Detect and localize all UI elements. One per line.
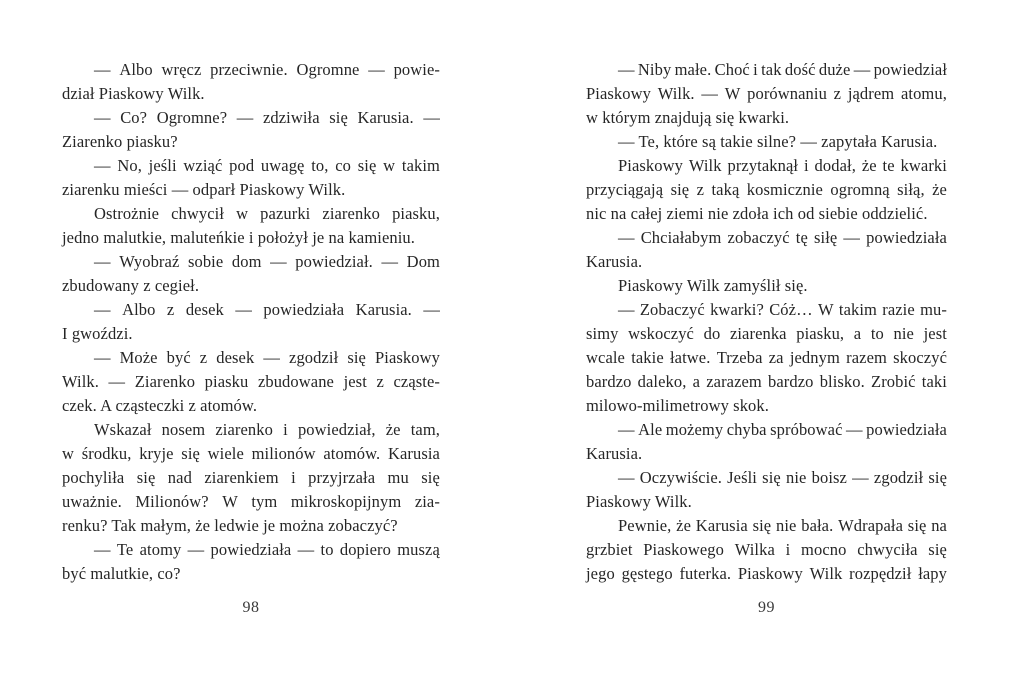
- word: —: [423, 300, 440, 319]
- text-line: Karusia.: [586, 444, 643, 463]
- word: Piaskowy: [737, 564, 803, 583]
- word: ziarenko: [322, 204, 381, 223]
- text-line: dział Piaskowy Wilk.: [62, 84, 205, 103]
- left-page-text: [62, 58, 440, 586]
- word: razem: [846, 348, 887, 367]
- word: piasku: [204, 372, 249, 391]
- word: się: [752, 516, 772, 535]
- text-line: [62, 370, 440, 394]
- word: i: [753, 60, 758, 79]
- word: przytaknął: [727, 156, 799, 175]
- word: duże: [818, 60, 851, 79]
- word: Karusia.: [355, 300, 412, 319]
- text-line: [62, 346, 440, 370]
- word: —: [701, 84, 718, 103]
- word: piasku,: [392, 204, 440, 223]
- word: —: [381, 252, 399, 271]
- word: bała.: [801, 516, 834, 535]
- word: nie: [893, 324, 914, 343]
- word: Wyobraź: [119, 252, 180, 271]
- word: Wskazał: [94, 420, 152, 439]
- word: się: [928, 540, 947, 559]
- word: muszą: [397, 540, 440, 559]
- word: że: [932, 180, 947, 199]
- word: —: [297, 540, 315, 559]
- word: te: [882, 156, 895, 175]
- word: z: [199, 348, 208, 367]
- word: Ziarenko: [134, 372, 196, 391]
- text-line: [586, 514, 947, 538]
- word: się: [670, 180, 690, 199]
- text-line: [62, 154, 440, 178]
- word: ziarenko: [215, 420, 273, 439]
- word: Wdrapała: [838, 516, 904, 535]
- word: kwarki: [900, 156, 947, 175]
- word: Ostrożnie: [94, 204, 160, 223]
- text-line: [62, 58, 440, 82]
- text-line: nic na całej ziemi nie zdoła ich od siebie oddzielić.: [586, 204, 928, 223]
- word: zia-: [414, 492, 440, 511]
- text-line: [586, 466, 947, 490]
- word: się: [928, 468, 947, 487]
- word: Chciałabym: [640, 228, 722, 247]
- word: Zobaczyć: [639, 300, 705, 319]
- word: Może: [119, 348, 158, 367]
- word: z: [696, 180, 705, 199]
- text-line: [62, 202, 440, 226]
- left-page: [62, 58, 440, 617]
- word: i: [283, 420, 288, 439]
- word: tam,: [410, 420, 440, 439]
- text-line: [586, 154, 947, 178]
- word: Jeśli: [727, 468, 757, 487]
- word: ogromną: [830, 180, 890, 199]
- word: i: [803, 156, 809, 175]
- word: —: [263, 348, 280, 367]
- word: powiedział,: [297, 420, 376, 439]
- word: wiele: [207, 444, 244, 463]
- word: łapy: [918, 564, 947, 583]
- word: ziarenkiem: [204, 468, 279, 487]
- word: a: [853, 324, 862, 343]
- word: Choć: [714, 60, 750, 79]
- word: za: [768, 348, 784, 367]
- text-line: [586, 322, 947, 346]
- word: dopiero: [339, 540, 391, 559]
- word: jeśli: [148, 156, 177, 175]
- word: Piaskowy: [586, 84, 651, 103]
- word: blisko.: [819, 372, 865, 391]
- word: —: [94, 156, 111, 175]
- word: pazurki: [260, 204, 311, 223]
- word: siłą,: [897, 180, 925, 199]
- text-line: [586, 346, 947, 370]
- word: —: [853, 60, 871, 79]
- word: się: [907, 516, 927, 535]
- word: zarazem: [706, 372, 762, 391]
- word: W: [724, 84, 741, 103]
- word: simy: [586, 324, 619, 343]
- word: atomy: [139, 540, 182, 559]
- word: środku,: [81, 444, 132, 463]
- text-line: jedno malutkie, maluteńkie i położył je na kamieniu.: [62, 228, 415, 247]
- word: atomu,: [900, 84, 947, 103]
- word: takim: [401, 156, 440, 175]
- text-line: [586, 58, 947, 82]
- word: Pewnie,: [618, 516, 672, 535]
- word: —: [270, 252, 287, 271]
- word: W: [817, 300, 834, 319]
- word: jest: [923, 324, 947, 343]
- word: uwagę: [260, 156, 305, 175]
- text-line: [586, 562, 947, 586]
- word: gęstego: [621, 564, 673, 583]
- word: piasku,: [796, 324, 845, 343]
- word: —: [852, 468, 869, 487]
- word: się: [347, 348, 366, 367]
- word: się: [357, 156, 377, 175]
- text-line: [62, 106, 440, 130]
- word: cząste-: [393, 372, 440, 391]
- word: —: [846, 420, 863, 439]
- word: No,: [117, 156, 142, 175]
- word: że: [385, 420, 401, 439]
- word: Wilk: [809, 564, 843, 583]
- word: wręcz: [161, 60, 202, 79]
- text-line: w którym znajdują się kwarki.: [586, 108, 790, 127]
- word: i: [291, 468, 296, 487]
- word: tę: [795, 228, 808, 247]
- word: takim: [838, 300, 877, 319]
- word: wcale: [586, 348, 625, 367]
- word: atomów.: [323, 444, 381, 463]
- word: boisz: [811, 468, 847, 487]
- word: jądrem: [847, 84, 895, 103]
- text-line: — Te, które są takie silne? — zapytała Karusia.: [618, 132, 938, 151]
- word: w: [383, 156, 396, 175]
- word: z: [166, 300, 175, 319]
- word: kryje: [139, 444, 174, 463]
- word: Niby: [637, 60, 672, 79]
- word: Ale: [638, 420, 663, 439]
- word: Zrobić: [871, 372, 916, 391]
- word: Te: [116, 540, 134, 559]
- word: Cóż…: [769, 300, 813, 319]
- word: Oczywiście.: [639, 468, 722, 487]
- word: —: [108, 372, 126, 391]
- word: —: [618, 420, 635, 439]
- word: zbudowane: [257, 372, 334, 391]
- word: takie: [631, 348, 664, 367]
- word: siłę: [814, 228, 838, 247]
- word: mu-: [920, 300, 947, 319]
- word: ziarenka: [729, 324, 787, 343]
- word: możemy: [665, 420, 724, 439]
- word: wziąć: [183, 156, 223, 175]
- word: tak: [761, 60, 782, 79]
- word: bardzo: [768, 372, 814, 391]
- word: uważnie.: [62, 492, 122, 511]
- word: do: [703, 324, 721, 343]
- word: w: [236, 204, 249, 223]
- text-line: [62, 418, 440, 442]
- text-line: [586, 538, 947, 562]
- word: Co?: [120, 108, 148, 127]
- word: jest: [343, 372, 367, 391]
- word: —: [236, 108, 254, 127]
- word: powiedział: [873, 60, 947, 79]
- word: w: [62, 444, 75, 463]
- word: —: [618, 300, 635, 319]
- word: —: [423, 108, 440, 127]
- word: razie: [882, 300, 915, 319]
- word: to: [320, 540, 334, 559]
- word: pod: [229, 156, 255, 175]
- text-line: [586, 298, 947, 322]
- text-line: Karusia.: [586, 252, 643, 271]
- word: tym: [251, 492, 278, 511]
- word: Trzeba: [716, 348, 763, 367]
- text-line: [586, 82, 947, 106]
- text-line: [62, 538, 440, 562]
- text-line: I gwoździ.: [62, 324, 133, 343]
- word: przyjrzała: [308, 468, 376, 487]
- word: przyciągają: [586, 180, 664, 199]
- text-line: [62, 442, 440, 466]
- text-line: [62, 490, 440, 514]
- word: dodał,: [814, 156, 856, 175]
- text-line: [586, 226, 947, 250]
- text-line: być malutkie, co?: [62, 564, 181, 583]
- word: nie: [785, 468, 807, 487]
- word: mocno: [801, 540, 847, 559]
- word: zgodził: [873, 468, 924, 487]
- word: z: [833, 84, 842, 103]
- word: spróbować: [770, 420, 843, 439]
- text-line: [586, 370, 947, 394]
- word: na: [931, 516, 947, 535]
- word: taką: [711, 180, 740, 199]
- word: jego: [586, 564, 615, 583]
- word: się: [421, 468, 440, 487]
- word: i: [785, 540, 791, 559]
- word: to,: [311, 156, 329, 175]
- word: skoczyć: [893, 348, 947, 367]
- word: powiedziała: [866, 228, 947, 247]
- word: się: [329, 108, 348, 127]
- word: nie: [775, 516, 797, 535]
- word: a: [692, 372, 701, 391]
- word: milionów: [251, 444, 316, 463]
- word: chwyciła: [857, 540, 918, 559]
- word: bardzo: [586, 372, 632, 391]
- word: powie-: [393, 60, 440, 79]
- word: pochyliła: [62, 468, 125, 487]
- word: daleko,: [637, 372, 687, 391]
- word: —: [618, 228, 635, 247]
- word: desek: [216, 348, 255, 367]
- word: porównaniu: [747, 84, 827, 103]
- text-line: [62, 250, 440, 274]
- word: sobie: [187, 252, 224, 271]
- text-line: ziarenku mieści — odparł Piaskowy Wilk.: [62, 180, 346, 199]
- word: —: [94, 60, 111, 79]
- text-line: milowo-milimetrowy skok.: [586, 396, 769, 415]
- word: Wilk.: [657, 84, 695, 103]
- word: małe.: [674, 60, 712, 79]
- word: —: [618, 60, 635, 79]
- word: dom: [231, 252, 262, 271]
- word: Piaskowy: [618, 156, 683, 175]
- text-line: zbudowany z cegieł.: [62, 276, 200, 295]
- right-page: [586, 58, 947, 617]
- word: Ogromne?: [156, 108, 228, 127]
- text-line: renku? Tak małym, że ledwie je można zobaczyć?: [62, 516, 398, 535]
- word: nosem: [161, 420, 206, 439]
- right-page-text: [586, 58, 947, 586]
- word: Ogromne: [296, 60, 360, 79]
- word: kwarki?: [710, 300, 764, 319]
- word: że: [676, 516, 692, 535]
- text-line: czek. A cząsteczki z atomów.: [62, 396, 258, 415]
- word: powiedziała: [866, 420, 947, 439]
- word: —: [618, 468, 635, 487]
- word: —: [94, 252, 111, 271]
- word: Albo: [119, 60, 153, 79]
- word: kosmicznie: [746, 180, 823, 199]
- text-line: [586, 178, 947, 202]
- word: zgodził: [289, 348, 339, 367]
- text-line: Ziarenko piasku?: [62, 132, 178, 151]
- word: się: [181, 444, 200, 463]
- word: —: [94, 540, 111, 559]
- word: Karusia.: [357, 108, 414, 127]
- word: powiedziała: [263, 300, 345, 319]
- word: Karusia: [387, 444, 440, 463]
- word: —: [187, 540, 205, 559]
- word: być: [166, 348, 191, 367]
- word: nad: [167, 468, 192, 487]
- word: przeciwnie.: [210, 60, 288, 79]
- text-line: [586, 418, 947, 442]
- word: dość: [784, 60, 816, 79]
- word: —: [94, 108, 111, 127]
- word: chwycił: [171, 204, 225, 223]
- word: się: [762, 468, 781, 487]
- word: powiedział.: [295, 252, 373, 271]
- word: Albo: [122, 300, 156, 319]
- word: zobaczyć: [727, 228, 790, 247]
- word: łatwe.: [670, 348, 711, 367]
- word: z: [376, 372, 384, 391]
- word: taki: [921, 372, 947, 391]
- text-line: Piaskowy Wilk zamyślił się.: [618, 276, 808, 295]
- word: Milionów?: [135, 492, 209, 511]
- word: desek: [185, 300, 224, 319]
- word: —: [843, 228, 861, 247]
- word: powiedziała: [210, 540, 292, 559]
- word: —: [368, 60, 385, 79]
- word: jednym: [789, 348, 840, 367]
- word: —: [235, 300, 252, 319]
- word: futerka.: [679, 564, 732, 583]
- word: to: [870, 324, 884, 343]
- word: co: [335, 156, 352, 175]
- word: mikroskopijnym: [290, 492, 402, 511]
- word: Wilk: [688, 156, 722, 175]
- right-page-number: 99: [758, 599, 775, 616]
- word: Piaskowy: [374, 348, 440, 367]
- word: grzbiet: [586, 540, 633, 559]
- left-page-number: 98: [242, 599, 260, 616]
- word: Karusia: [695, 516, 748, 535]
- text-line: Piaskowy Wilk.: [586, 492, 692, 511]
- word: rozpędził: [849, 564, 912, 583]
- word: —: [94, 300, 111, 319]
- word: Wilk.: [62, 372, 99, 391]
- word: chyba: [726, 420, 767, 439]
- text-line: [62, 466, 440, 490]
- word: wskoczyć: [628, 324, 694, 343]
- word: —: [94, 348, 111, 367]
- word: się: [136, 468, 156, 487]
- word: W: [222, 492, 238, 511]
- word: Piaskowego: [643, 540, 724, 559]
- text-line: [62, 298, 440, 322]
- word: zdziwiła: [262, 108, 320, 127]
- word: Wilka: [734, 540, 775, 559]
- word: że: [861, 156, 877, 175]
- word: mu: [387, 468, 409, 487]
- word: Dom: [406, 252, 440, 271]
